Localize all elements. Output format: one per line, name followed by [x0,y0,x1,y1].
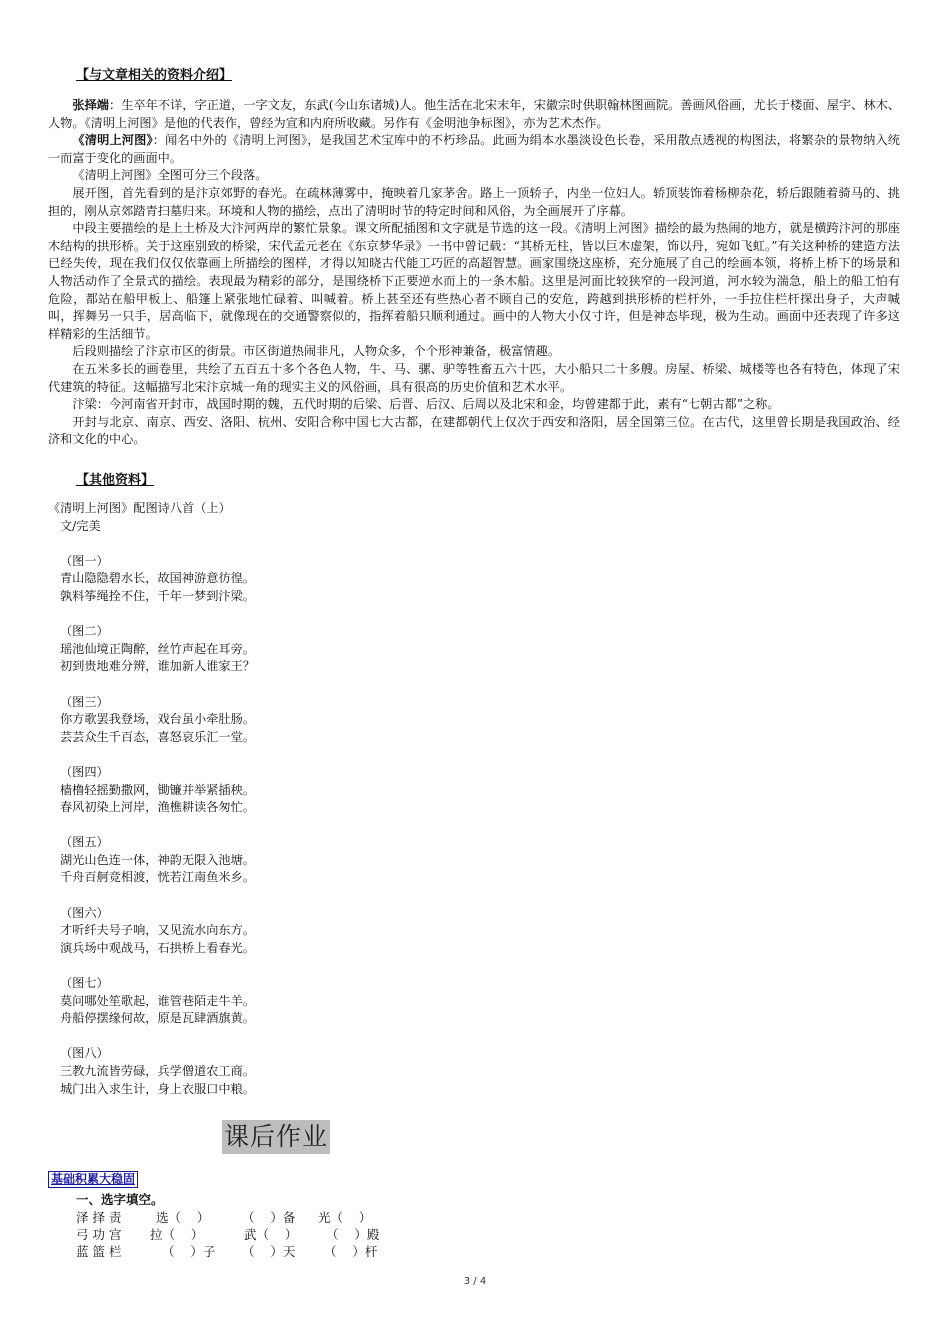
paragraph: 后段则描绘了汴京市区的街景。市区街道热闹非凡，人物众多，个个形神兼备，极富情趣。 [72,344,560,359]
char-options: 弓 功 宫 [76,1227,122,1242]
lead-term: 《清明上河图》 [72,133,153,148]
poem-line: 湖光山色连一体，神韵无限入池塘。 [60,852,255,867]
stanza-label: （图一） [60,553,109,568]
poem-line: 孰料筝绳拴不住，千年一梦到汴梁。 [60,588,255,603]
blank-item: 选（ ） [156,1210,210,1225]
poem-line: 城门出入求生计，身上衣服口中粮。 [60,1081,255,1096]
blank-item: （ ）杆 [324,1244,378,1259]
paragraph: 展开图，首先看到的是汴京郊野的春光。在疏林薄雾中，掩映着几家茅舍。路上一顶轿子，内坐一位妇人。轿顶装饰着杨柳杂花，轿后跟随着骑马的、挑担的，刚从京郊踏青扫墓归来。环境和人物的描绘，点出了清明时节的特定时间和风俗，为全画展开了序幕。 [48,185,900,218]
lead-term: 张择端 [72,98,110,112]
poem-author: 文/完美 [60,518,101,533]
article-background-text [48,97,900,449]
poem-line: 舟船停摆缘何故，原是瓦肆酒旗黄。 [60,1011,255,1026]
stanza-label: （图五） [60,835,109,850]
blank-item: 光（ ） [318,1210,372,1225]
poem-line: 瑶池仙境正陶醉，丝竹声起在耳旁。 [60,641,255,656]
paragraph: 《清明上河图》全图可分三个段落。 [72,168,268,183]
poem-line: 才听纤夫号子响，又见流水向东方。 [60,923,255,938]
poem-line: 千舟百舸竞相渡，恍若江南鱼米乡。 [60,870,255,885]
poem-line: 演兵场中观战马，石拱桥上看春光。 [60,940,255,955]
poem-line: 樯橹轻摇勤撒网，锄镰并举紧插秧。 [60,782,255,797]
stanza-label: （图七） [60,976,109,991]
blank-item: 拉（ ） [150,1227,204,1242]
paragraph: 中段主要描绘的是上土桥及大汴河两岸的繁忙景象。课文所配插图和文字就是节选的这一段。《清明上河图》描绘的最为热闹的地方，就是横跨汴河的那座木结构的拱形桥。关于这座别致的桥梁，宋代孟元老在《东京梦华录》一书中曾记载：“其桥无柱，皆以巨木虚架，饰以丹，宛如飞虹。”有关这种桥的建造方法已经失传，现在我们仅仅依靠画上所描绘的图样，才得以知晓古代能工巧匠的高超智慧。画家围绕这座桥，充分施展了自己的绘画本领，将桥上桥下的场景和人物活动作了全景式的描绘。表现最为精彩的部分，是围绕桥下正要逆水而上的一条木船。这里是河面比较狭窄的一段河道，河水较为湍急，船上的船工怕有危险，都站在船甲板上、船篷上紧张地忙碌着、叫喊着。桥上甚至还有些热心者不顾自己的安危，跨越到拱形桥的栏杆外，一手拉住栏杆探出身子，大声喊叫，挥舞另一只手，居高临下，就像现在的交通警察似的，指挥着船只顺利通过。画中的人物大小仅寸许，但是神态毕现，极为生动。画面中还表现了许多这样精彩的生活细节。 [48,221,900,341]
char-options: 蓝 篮 栏 [76,1244,122,1259]
stanza-label: （图三） [60,694,109,709]
paragraph-zhang-zeduan: 张择端：生卒年不详，字正道，一字文友，东武(今山东诸城)人。他生活在北宋末年，宋徽宗时供职翰林图画院。善画风俗画，尤长于楼面、屋宇、林木、人物。《清明上河图》是他的代表作，曾经为宣和内府所收藏。另作有《金明池争标图》，亦为艺术杰作。 [48,98,901,130]
stanza-label: （图四） [60,764,109,779]
blank-item: 武（ ） [244,1227,298,1242]
poem-line: 三教九流皆劳碌，兵学僧道农工商。 [60,1064,255,1078]
blank-item: （ ）备 [242,1210,296,1225]
poem-line: 青山隐隐碧水长，故国神游意彷徨。 [60,571,255,586]
page-number: 3 / 4 [463,1276,487,1287]
paragraph: 汴梁：今河南省开封市，战国时期的魏，五代时期的后梁、后晋、后汉、后周以及北宋和金，均曾建都于此，素有“七朝古都”之称。 [72,397,780,412]
poem-block [48,500,448,1098]
blank-item: （ ）天 [242,1244,296,1259]
section-label-basic: 基础积累大稳固 [48,1171,138,1188]
paragraph: 在五米多长的画卷里，共绘了五百五十多个各色人物，牛、马、骡、驴等牲畜五六十匹，大小船只二十多艘。房屋、桥梁、城楼等也各有特色，体现了宋代建筑的特征。这幅描写北宋汴京城一角的现实主义的风俗画，具有很高的历史价值和艺术水平。 [48,361,900,394]
stanza-label: （图二） [60,624,109,639]
stanza-label: （图六） [60,905,109,920]
char-options: 泽 择 责 [76,1210,122,1225]
fill-blank-row [76,1242,378,1332]
paragraph: 开封与北京、南京、西安、洛阳、杭州、安阳合称中国七大古都，在建都朝代上仅次于西安和洛阳，居全国第三位。在古代，这里曾长期是我国政治、经济和文化的中心。 [48,414,900,447]
blank-item: （ ）子 [162,1244,216,1259]
homework-banner: 课后作业 [222,1120,330,1154]
poem-line: 你方歌罢我登场，戏台虽小牵肚肠。 [60,712,255,727]
blank-item: （ ）殿 [326,1227,380,1242]
poem-line: 初到贵地难分辨，谁加新人谁家王？ [60,659,255,674]
section-title-related-info: 【与文章相关的资料介绍】 [76,68,233,83]
poem-line: 莫问哪处笙歌起，谁管巷陌走牛羊。 [60,993,255,1008]
poem-line: 春风初染上河岸，渔樵耕读各匆忙。 [60,800,255,815]
question-title: 一、选字填空。 [76,1192,164,1207]
poem-title: 《清明上河图》配图诗八首（上） [48,501,231,515]
poem-line: 芸芸众生千百态，喜怒哀乐汇一堂。 [60,729,255,744]
stanza-label: （图八） [60,1046,109,1061]
paragraph-painting-intro: 《清明上河图》：闻名中外的《清明上河图》，是我国艺术宝库中的不朽珍品。此画为绢本水墨淡设色长卷，采用散点透视的构图法，将繁杂的景物纳入统一而富于变化的画面中。 [48,133,900,165]
section-title-other-info: 【其他资料】 [76,473,155,488]
